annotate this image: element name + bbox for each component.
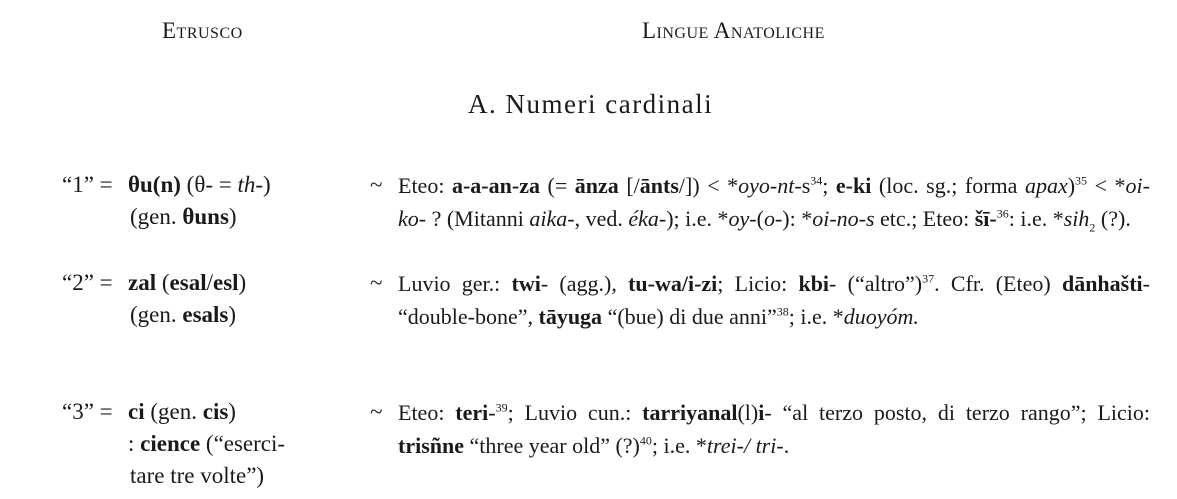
etruscan-derivative-cont: tare tre volte”) bbox=[130, 463, 265, 488]
etruscan-genitive: (gen. esals) bbox=[130, 302, 237, 327]
tilde-equivalence: ~ bbox=[370, 172, 383, 197]
etruscan-form: θu(n) (θ- = th-) bbox=[128, 172, 271, 197]
numeral-label: “2” = bbox=[62, 270, 113, 295]
anatolian-comparanda: Luvio ger.: twi- (agg.), tu-wa/i-zi; Licio: kbi- (“altro”)$^{37}$. Cfr. (Eteo) dānhašti- “double-bone”, tāyuga “(bue) di due anni”$^{38}$; i.e. *duoyóm. bbox=[398, 271, 1150, 329]
numeral-label: “1” = bbox=[62, 172, 113, 197]
anatolian-comparanda: Eteo: teri-$^{39}$; Luvio cun.: tarriyanal(l)i- “al terzo posto, di terzo rango”; Licio: trisñne “three year old” (?)$^{40}$; i.e. *trei-/ tri-. bbox=[398, 400, 1150, 458]
column-header-etruscan: Etrusco bbox=[162, 18, 243, 43]
etruscan-form: ci (gen. cis) bbox=[128, 399, 236, 424]
tilde-equivalence: ~ bbox=[370, 399, 383, 424]
section-title: A. Numeri cardinali bbox=[468, 89, 714, 119]
etruscan-genitive: (gen. θuns) bbox=[130, 204, 237, 229]
tilde-equivalence: ~ bbox=[370, 270, 383, 295]
etruscan-form: zal (esal/esl) bbox=[128, 270, 247, 295]
etruscan-derivative: : cience (“eserci- bbox=[128, 431, 286, 456]
numeral-label: “3” = bbox=[62, 399, 113, 424]
column-header-anatolian: Lingue Anatoliche bbox=[642, 18, 825, 43]
anatolian-comparanda: Eteo: a-a-an-za (= ānza [/ānts/]) < $*oyo-nt-s^{34}$; e-ki (loc. sg.; forma apax)$^{35}$ < *oi-ko- ? (Mitanni aika-, ved. éka-); i.e. *oy-(o-): *oi-no-s etc.; Eteo: šī-$^{36}$: i.e. *sih$_2$ (?). bbox=[398, 173, 1150, 235]
